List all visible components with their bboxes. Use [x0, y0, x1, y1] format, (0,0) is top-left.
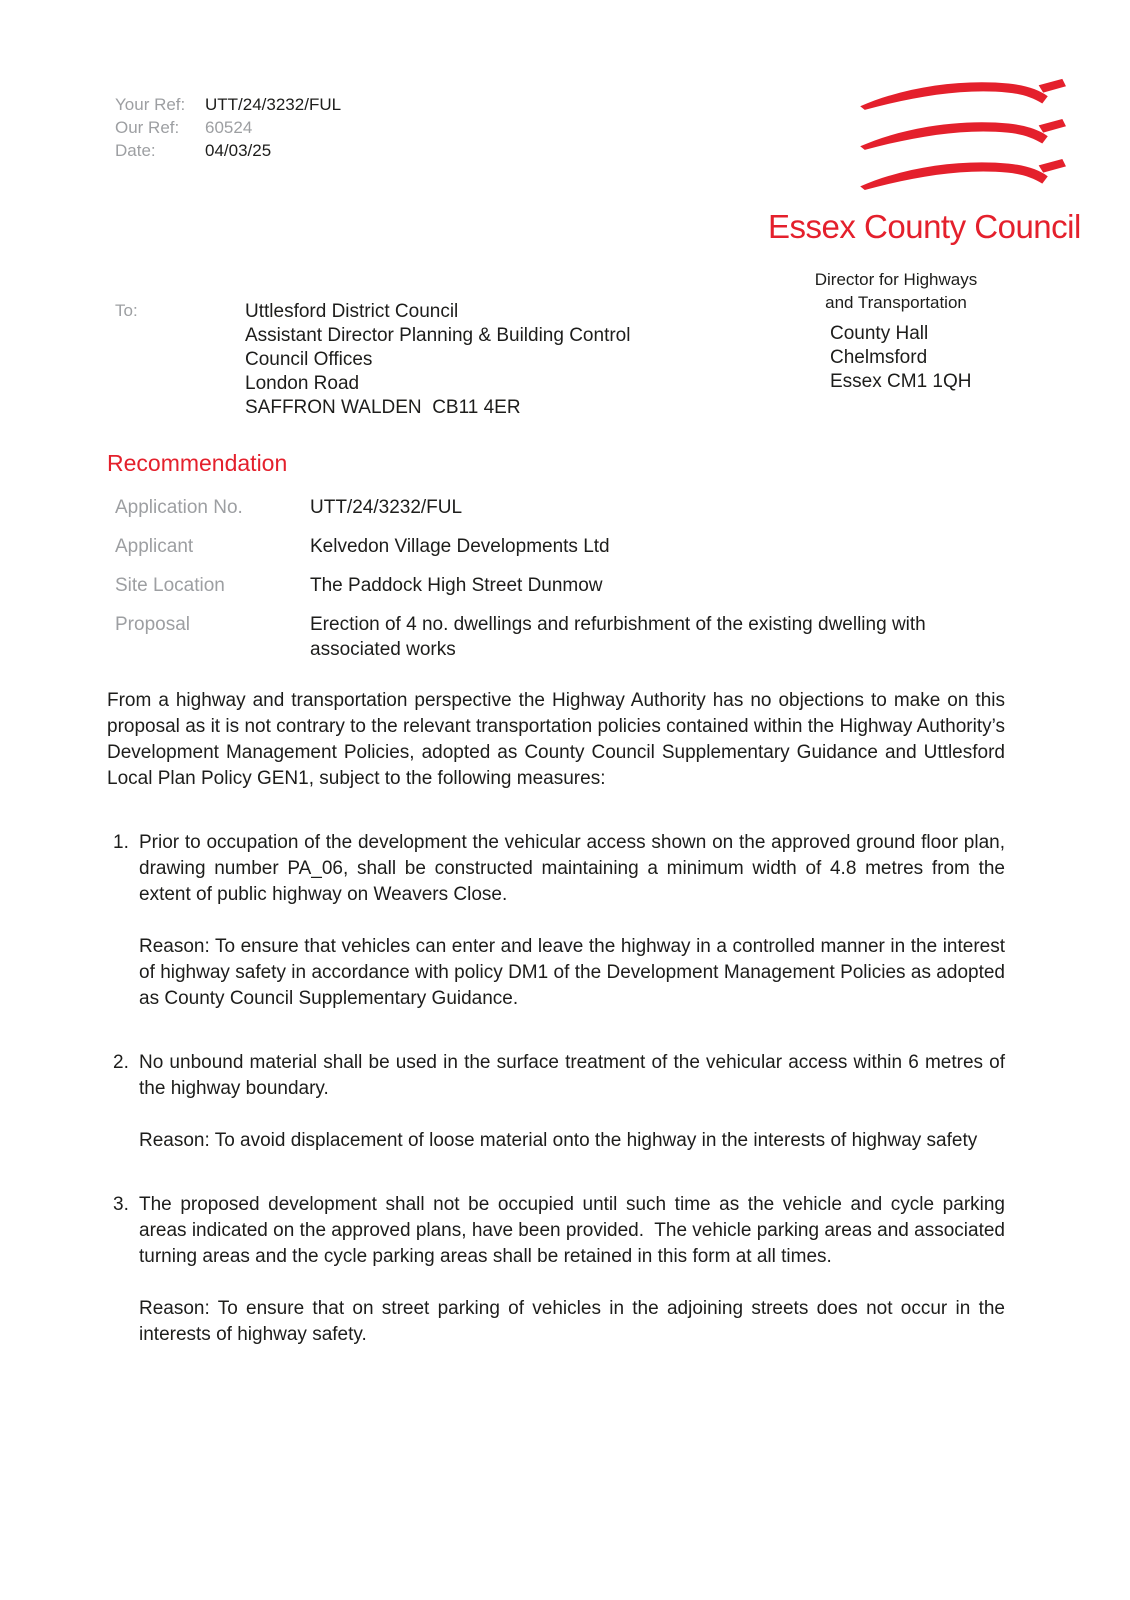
recommendation-fields — [107, 495, 1005, 662]
department-line2: and Transportation — [825, 293, 967, 312]
field-value: The Paddock High Street Dunmow — [310, 575, 603, 596]
measure-body — [139, 830, 1005, 1012]
essex-seaxes-icon — [858, 78, 1070, 200]
sender-address — [830, 322, 971, 394]
field-value: Erection of 4 no. dwellings and refurbishment of the existing dwelling with associated works — [310, 614, 926, 660]
measure-number: 1. — [113, 832, 129, 853]
recipient-address — [245, 300, 630, 420]
measure-reason: Reason: To ensure that vehicles can enter and leave the highway in a controlled manner in the interest of highway safety in accordance with policy DM1 of the Development Management Policies as adopted as County Council Supplementary Guidance. — [139, 936, 1005, 1009]
measure-number: 3. — [113, 1194, 129, 1215]
field-value: Kelvedon Village Developments Ltd — [310, 536, 610, 557]
your-ref-row — [115, 93, 341, 116]
measure-number: 2. — [113, 1052, 129, 1073]
measure-reason: Reason: To avoid displacement of loose material onto the highway in the interests of highway safety — [139, 1130, 978, 1151]
our-ref-value: 60524 — [205, 118, 253, 137]
recipient-line: Council Offices — [245, 349, 373, 370]
recipient-line: SAFFRON WALDEN CB11 4ER — [245, 397, 521, 418]
measure-3 — [107, 1192, 1005, 1348]
to-label: To: — [115, 301, 138, 320]
essex-county-council-logo — [768, 78, 1081, 314]
sender-line: Chelmsford — [830, 347, 928, 368]
department-title — [768, 268, 1070, 314]
measure-body — [139, 1050, 1005, 1154]
field-label: Site Location — [115, 575, 225, 596]
measure-2 — [107, 1050, 1005, 1154]
date-value: 04/03/25 — [205, 141, 272, 160]
recipient-line: Assistant Director Planning & Building Control — [245, 325, 631, 346]
recipient-line: London Road — [245, 373, 360, 394]
measure-text: The proposed development shall not be occupied until such time as the vehicle and cycle parking areas indicated on the approved plans, have been provided. The vehicle parking areas and associated turning areas and the cycle parking areas shall be retained in this form at all times. — [139, 1194, 1005, 1267]
field-label: Proposal — [115, 614, 190, 635]
reference-block — [115, 93, 341, 162]
sender-line: County Hall — [830, 323, 929, 344]
our-ref-row — [115, 116, 341, 139]
field-label: Applicant — [115, 536, 194, 557]
field-application-no — [115, 495, 1005, 520]
field-value: UTT/24/3232/FUL — [310, 497, 463, 518]
org-name: Essex County Council — [768, 208, 1081, 245]
letter-body — [107, 450, 1005, 1348]
your-ref-label: Your Ref: — [115, 95, 186, 114]
intro-paragraph: From a highway and transportation perspective the Highway Authority has no objections to make on this proposal as it is not contrary to the relevant transportation policies contained within the Highway Authority’s Development Management Policies, adopted as County Council Supplementary Guidance and Uttlesford Local Plan Policy GEN1, subject to the following measures: — [107, 690, 1005, 789]
measure-body — [139, 1192, 1005, 1348]
field-proposal — [115, 612, 1005, 662]
recommendation-heading: Recommendation — [107, 450, 288, 476]
measure-text: Prior to occupation of the development the vehicular access shown on the approved ground floor plan, drawing number PA_06, shall be constructed maintaining a minimum width of 4.8 metres from the extent of public highway on Weavers Close. — [139, 832, 1005, 905]
department-line1: Director for Highways — [814, 270, 978, 289]
our-ref-label: Our Ref: — [115, 118, 180, 137]
field-label: Application No. — [115, 497, 243, 518]
your-ref-value: UTT/24/3232/FUL — [205, 95, 342, 114]
field-site-location — [115, 573, 1005, 598]
sender-line: Essex CM1 1QH — [830, 371, 972, 392]
measure-reason: Reason: To ensure that on street parking of vehicles in the adjoining streets does not occur in the interests of highway safety. — [139, 1298, 1005, 1345]
date-label: Date: — [115, 141, 156, 160]
measure-1 — [107, 830, 1005, 1012]
date-row — [115, 139, 341, 162]
field-applicant — [115, 534, 1005, 559]
measure-text: No unbound material shall be used in the surface treatment of the vehicular access within 6 metres of the highway boundary. — [139, 1052, 1005, 1099]
recipient-line: Uttlesford District Council — [245, 301, 459, 322]
